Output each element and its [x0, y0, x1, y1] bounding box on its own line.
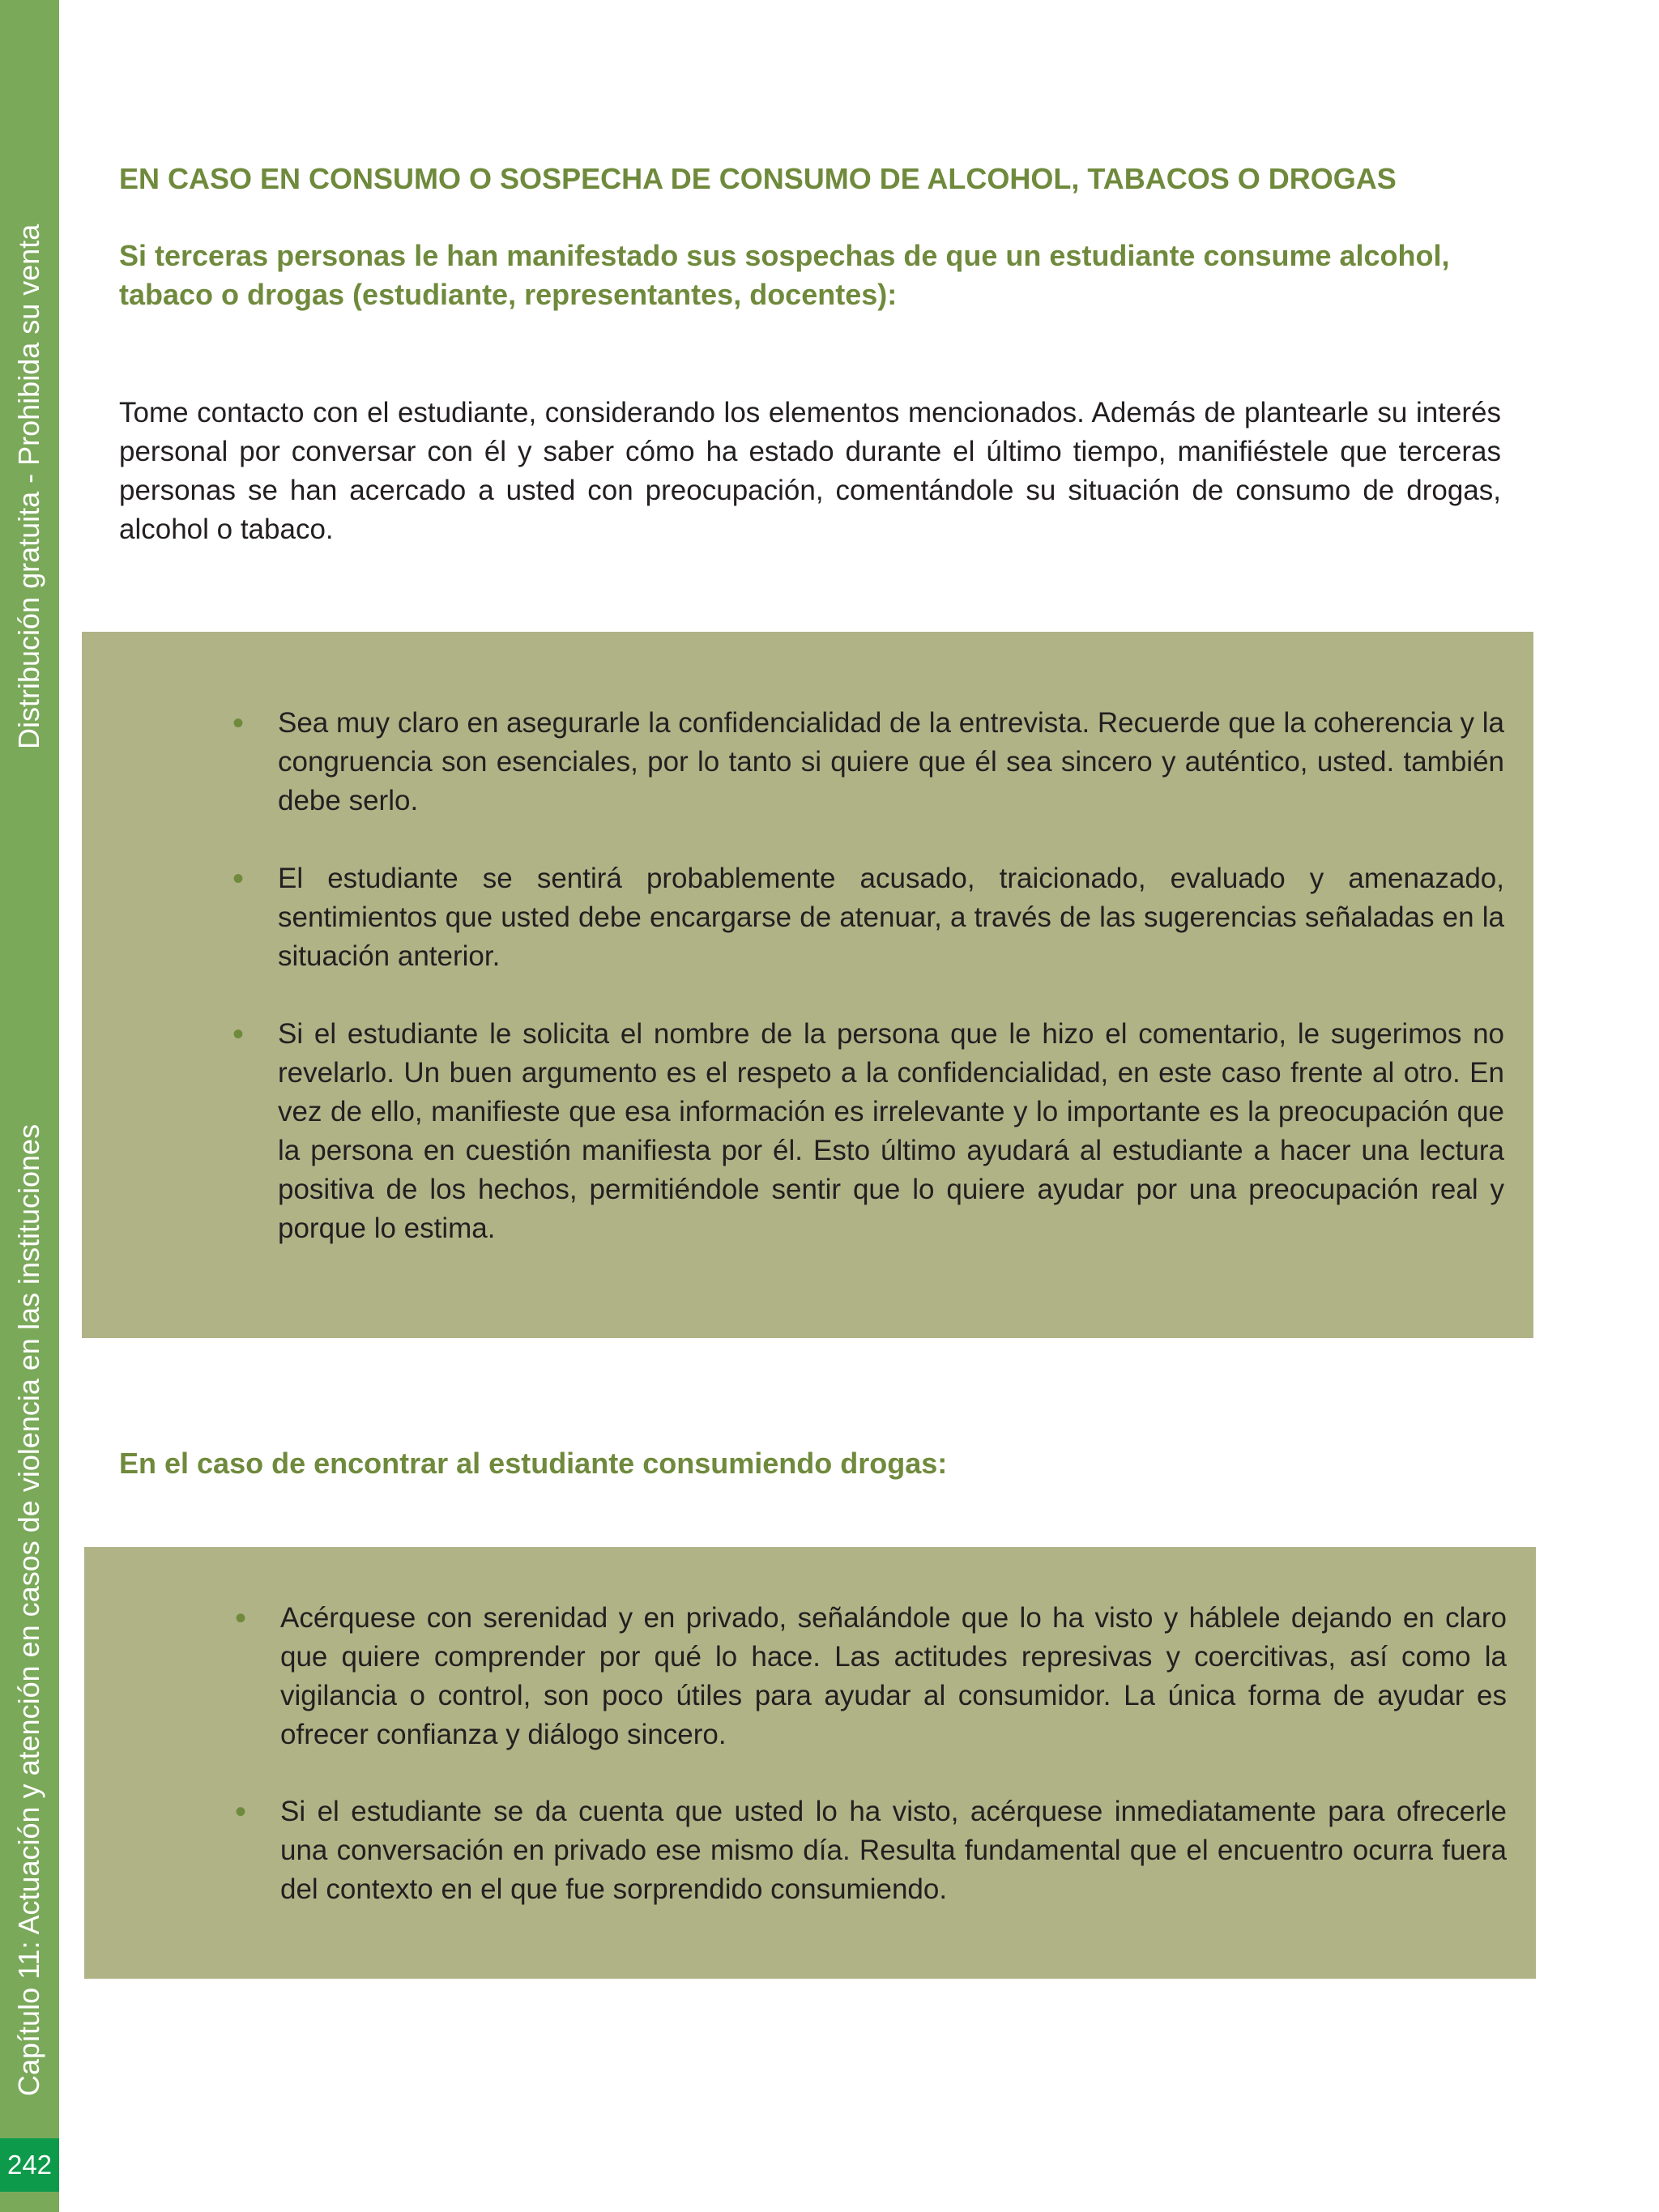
- list-item-text: Si el estudiante le solicita el nombre de la persona que le hizo el comentario, le sugerimos no revelarlo. Un buen argumento es el respeto a la confidencialidad, en este caso frente al otro. En vez de ello, manifieste que esa información es irrelevante y lo importante es la preocupación que la persona en cuestión manifiesta por él. Esto último ayudará al estudiante a hacer una lectura positiva de los hechos, permitiéndole sentir que lo quiere ayudar por una preocupación real y porque lo estima.: [278, 1018, 1504, 1244]
- list-item: [197, 1015, 1504, 1248]
- section2-heading: En el caso de encontrar al estudiante consumiendo drogas:: [119, 1447, 948, 1480]
- page-heading: EN CASO EN CONSUMO O SOSPECHA DE CONSUMO DE ALCOHOL, TABACOS O DROGAS: [119, 162, 1397, 195]
- bullet-icon: •: [232, 705, 245, 741]
- list-item-text: El estudiante se sentirá probablemente acusado, traicionado, evaluado y amenazado, sentimientos que usted debe encargarse de atenuar, a través de las sugerencias señaladas en la situación anterior.: [278, 863, 1504, 972]
- list-item: [199, 1792, 1507, 1909]
- section1-subheading: Si terceras personas le han manifestado sus sospechas de que un estudiante consume alcohol, tabaco o drogas (estudiante, representantes, docentes):: [119, 239, 1450, 311]
- list-item: [199, 1599, 1507, 1754]
- tips-box-2: [84, 1547, 1536, 1979]
- list-item-text: Acérquese con serenidad y en privado, señalándole que lo ha visto y háblele dejando en claro que quiere comprender por qué lo hace. Las actitudes represivas y coercitivas, así como la vigilancia o control, son poco útiles para ayudar al consumidor. La única forma de ayudar es ofrecer confianza y diálogo sincero.: [280, 1602, 1507, 1750]
- intro-paragraph: Tome contacto con el estudiante, considerando los elementos mencionados. Además de plantearle su interés personal por conversar con él y saber cómo ha estado durante el último tiempo, manifiéstele que terceras personas se han acercado a usted con preocupación, comentándole su situación de consumo de drogas, alcohol o tabaco.: [119, 397, 1501, 545]
- list-item-text: Si el estudiante se da cuenta que usted lo ha visto, acérquese inmediatamente para ofrecerle una conversación en privado ese mismo día. Resulta fundamental que el encuentro ocurra fuera del contexto en el que fue sorprendido consumiendo.: [280, 1796, 1507, 1905]
- bullet-icon: •: [235, 1794, 247, 1830]
- bullet-icon: •: [232, 1016, 245, 1052]
- bullet-icon: •: [235, 1600, 247, 1636]
- list-item: [197, 859, 1504, 976]
- list-item-text: Sea muy claro en asegurarle la confidencialidad de la entrevista. Recuerde que la coherencia y la congruencia son esenciales, por lo tanto si quiere que él sea sincero y auténtico, usted. también debe serlo.: [278, 707, 1504, 816]
- list-item: [197, 704, 1504, 820]
- sidebar-distribution-note: Distribución gratuita - Prohibida su venta: [12, 224, 45, 749]
- sidebar-chapter-title: Capítulo 11: Actuación y atención en casos de violencia en las instituciones: [12, 1123, 45, 2096]
- bullet-icon: •: [232, 861, 245, 897]
- page-number: 242: [0, 2138, 59, 2192]
- tips-box-1: [82, 632, 1533, 1338]
- side-bar: [0, 0, 59, 2212]
